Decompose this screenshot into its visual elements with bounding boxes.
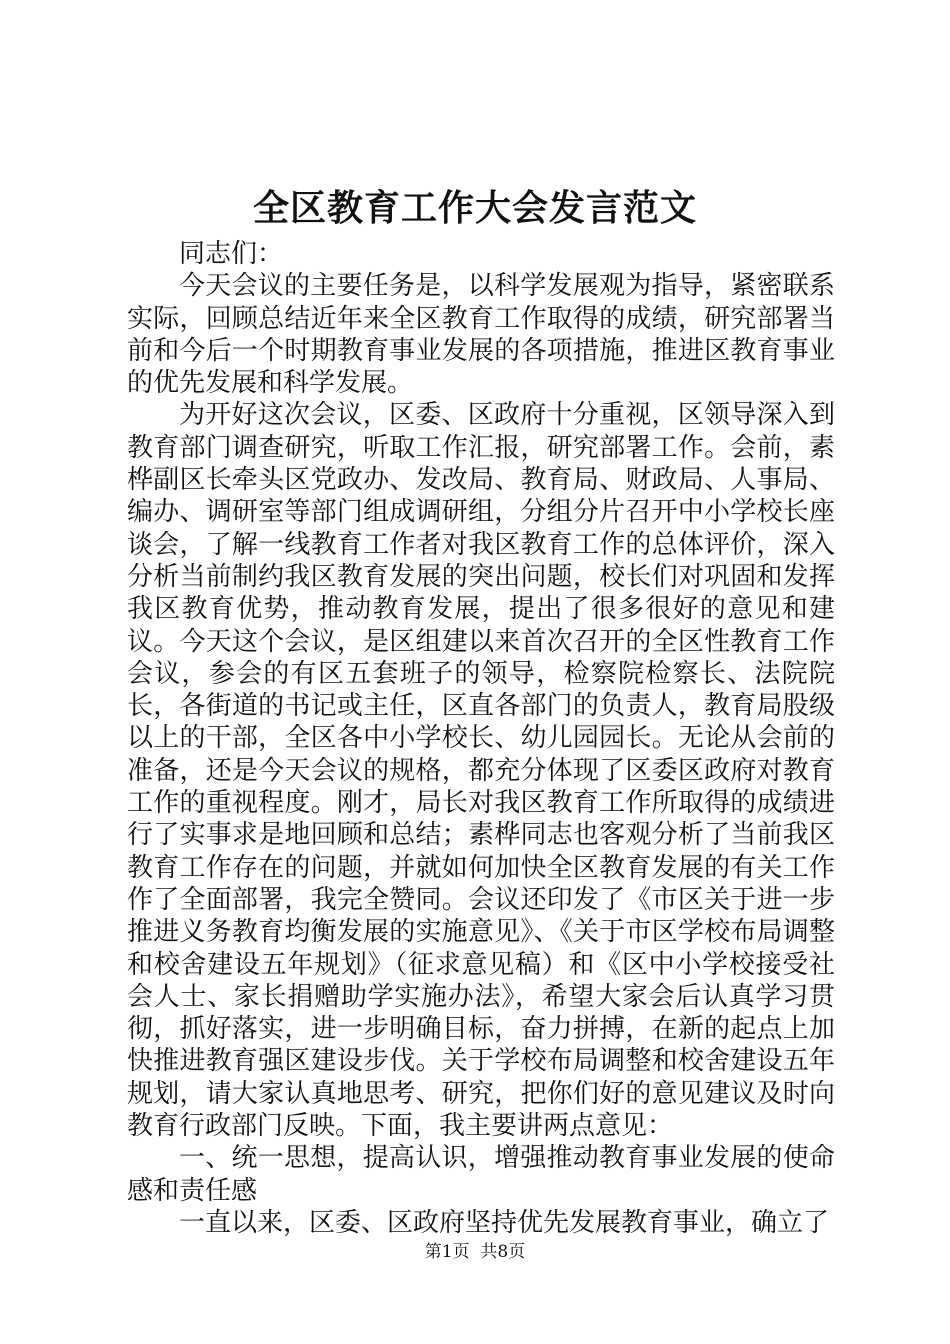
page-footer <box>0 1240 950 1264</box>
document-body <box>127 238 835 1239</box>
paragraph-meeting-preparation: 为开好这次会议，区委、区政府十分重视，区领导深入到教育部门调查研究，听取工作汇报，研究部署工作。会前，素桦副区长牵头区党政办、发改局、教育局、财政局、人事局、编办、调研室等部门组成调研组，分组分片召开中小学校长座谈会，了解一线教育工作者对我区教育工作的总体评价，深入分析当前制约我区教育发展的突出问题，校长们对巩固和发挥我区教育优势，推动教育发展，提出了很多很好的意见和建议。今天这个会议，是区组建以来首次召开的全区性教育工作会议，参会的有区五套班子的领导，检察院检察长、法院院长，各街道的书记或主任，区直各部门的负责人，教育局股级以上的干部，全区各中小学校长、幼儿园园长。无论从会前的准备，还是今天会议的规格，都充分体现了区委区政府对教育工作的重视程度。刚才，局长对我区教育工作所取得的成绩进行了实事求是地回顾和总结；素桦同志也客观分析了当前我区教育工作存在的问题，并就如何加快全区教育发展的有关工作作了全面部署，我完全赞同。会议还印发了《市区关于进一步推进义务教育均衡发展的实施意见》、《关于市区学校布局调整和校舍建设五年规划》（征求意见稿）和《区中小学校接受社会人士、家长捐赠助学实施办法》，希望大家会后认真学习贯彻，抓好落实，进一步明确目标，奋力拼搏，在新的起点上加快推进教育强区建设步伐。关于学校布局调整和校舍建设五年规划，请大家认真地思考、研究，把你们好的意见建议及时向教育行政部门反映。下面，我主要讲两点意见： <box>127 400 835 1142</box>
paragraph-section-heading-one: 一、统一思想，提高认识，增强推动教育事业发展的使命感和责任感 <box>127 1143 835 1206</box>
document-title: 全区教育工作大会发言范文 <box>252 187 697 229</box>
page-total: 共8页 <box>480 1242 526 1262</box>
paragraph-section-one-intro: 一直以来，区委、区政府坚持优先发展教育事业，确立了 <box>179 1207 830 1238</box>
paragraph-salutation: 同志们： <box>179 239 284 269</box>
paragraph-meeting-task: 今天会议的主要任务是，以科学发展观为指导，紧密联系实际，回顾总结近年来全区教育工作取得的成绩，研究部署当前和今后一个时期教育事业发展的各项措施，推进区教育事业的优先发展和科学发展。 <box>127 271 835 399</box>
page-number: 第1页 <box>424 1242 470 1262</box>
